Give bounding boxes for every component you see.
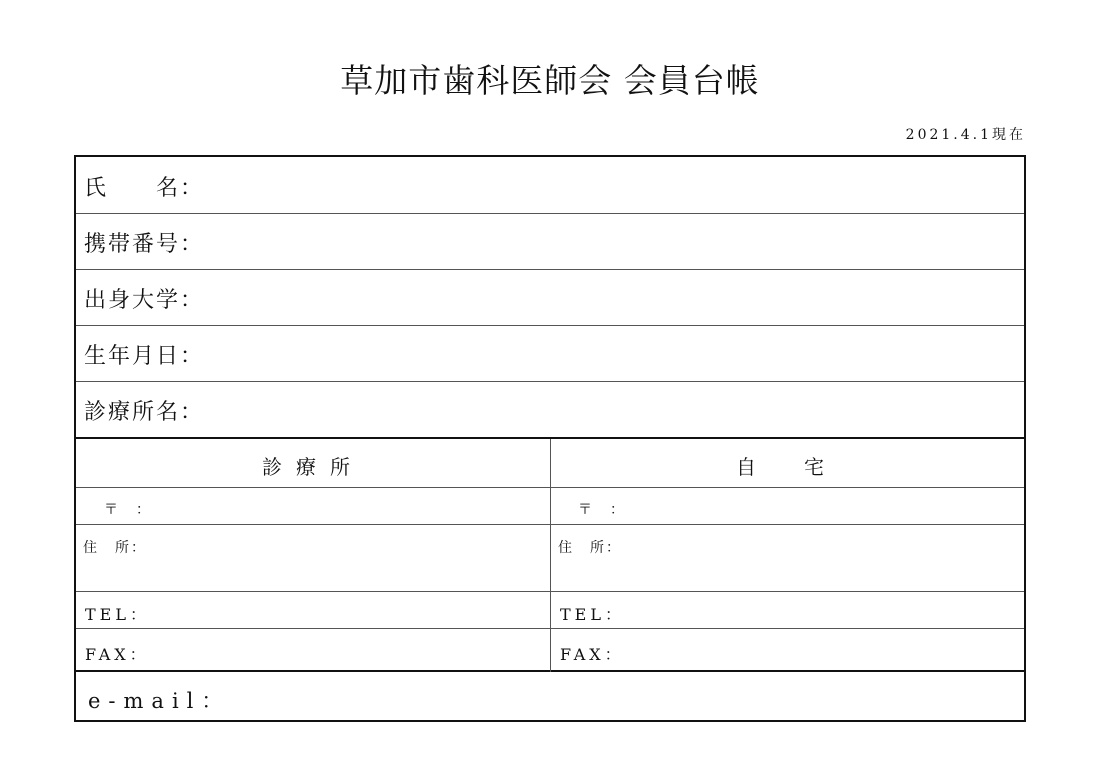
home-column-header: 自 宅	[736, 455, 838, 479]
registry-form	[74, 155, 1026, 722]
home-postal-label[interactable]: 〒 ：	[578, 502, 626, 518]
clinic-column-header: 診療所	[262, 455, 364, 479]
email-label: e-mail：	[88, 689, 231, 713]
university-row[interactable]	[76, 270, 1024, 326]
clinic-name-label: 診療所名：	[84, 400, 205, 425]
email-row[interactable]	[76, 672, 1024, 720]
mobile-row[interactable]	[76, 214, 1024, 270]
clinic-tel-label[interactable]: TEL：	[85, 605, 150, 624]
as-of-date: 2021.4.1現在	[905, 127, 1026, 143]
home-fax-label[interactable]: FAX：	[560, 645, 625, 664]
home-address-label[interactable]: 住 所：	[558, 540, 622, 556]
birthdate-label: 生年月日：	[84, 344, 205, 369]
birthdate-row[interactable]	[76, 326, 1024, 382]
clinic-fax-label[interactable]: FAX：	[85, 645, 150, 664]
university-label: 出身大学：	[84, 288, 205, 313]
mobile-label: 携帯番号：	[84, 232, 205, 257]
clinic-postal-label[interactable]: 〒 ：	[104, 502, 152, 518]
home-tel-label[interactable]: TEL：	[560, 605, 625, 624]
column-divider	[550, 439, 551, 672]
name-label: 氏 名：	[84, 176, 205, 201]
name-row[interactable]	[76, 157, 1024, 214]
document-title: 草加市歯科医師会 会員台帳	[340, 61, 760, 100]
clinic-name-row[interactable]	[76, 382, 1024, 439]
clinic-address-label[interactable]: 住 所：	[83, 540, 147, 556]
